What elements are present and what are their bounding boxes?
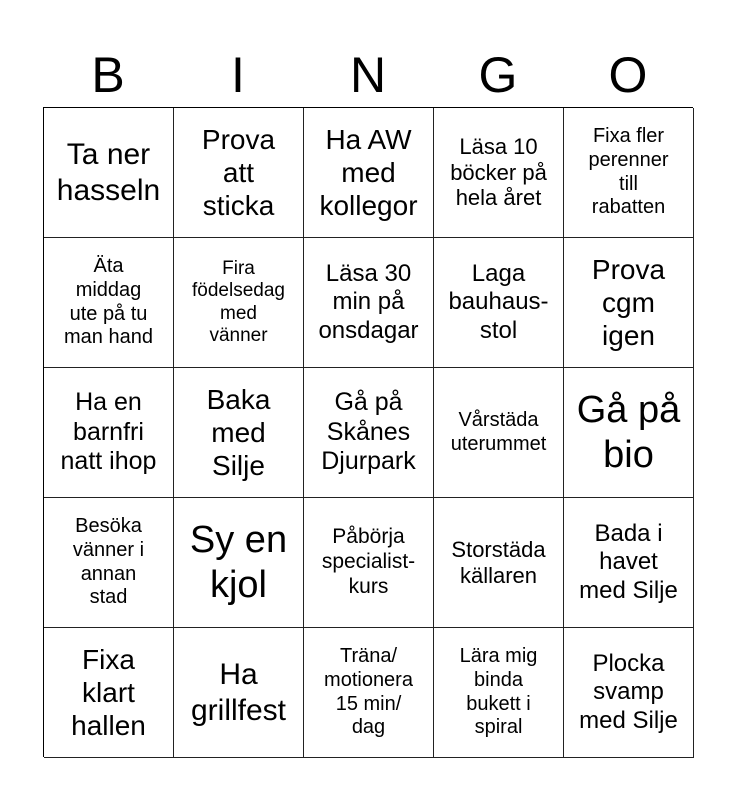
bingo-cell[interactable]: Besöka vänner i annan stad <box>44 498 174 628</box>
bingo-cell[interactable]: Bada i havet med Silje <box>564 498 694 628</box>
bingo-cell[interactable]: Storstäda källaren <box>434 498 564 628</box>
header-letter-n: N <box>349 47 387 103</box>
bingo-cell[interactable]: Ha grillfest <box>174 628 304 758</box>
bingo-cell[interactable]: Fira födelsedag med vänner <box>174 238 304 368</box>
bingo-header <box>43 42 693 108</box>
header-letter-i: I <box>231 47 245 103</box>
bingo-cell[interactable]: Läsa 10 böcker på hela året <box>434 108 564 238</box>
bingo-cell[interactable]: Baka med Silje <box>174 368 304 498</box>
bingo-cell[interactable]: Sy en kjol <box>174 498 304 628</box>
bingo-cell[interactable]: Ha AW med kollegor <box>304 108 434 238</box>
header-letter-o: O <box>608 47 648 103</box>
bingo-cell[interactable]: Laga bauhaus- stol <box>434 238 564 368</box>
bingo-cell[interactable]: Vårstäda uterummet <box>434 368 564 498</box>
bingo-cell[interactable]: Prova att sticka <box>174 108 304 238</box>
bingo-cell[interactable]: Lära mig binda bukett i spiral <box>434 628 564 758</box>
bingo-cell[interactable]: Ta ner hasseln <box>44 108 174 238</box>
bingo-cell[interactable]: Fixa klart hallen <box>44 628 174 758</box>
bingo-cell[interactable]: Läsa 30 min på onsdagar <box>304 238 434 368</box>
header-letter-b: B <box>91 47 125 103</box>
bingo-cell[interactable]: Äta middag ute på tu man hand <box>44 238 174 368</box>
bingo-cell[interactable]: Påbörja specialist- kurs <box>304 498 434 628</box>
bingo-cell[interactable]: Träna/ motionera 15 min/ dag <box>304 628 434 758</box>
bingo-cell[interactable]: Gå på bio <box>564 368 694 498</box>
bingo-cell[interactable]: Fixa fler perenner till rabatten <box>564 108 694 238</box>
bingo-cell[interactable]: Plocka svamp med Silje <box>564 628 694 758</box>
bingo-cell[interactable]: Prova cgm igen <box>564 238 694 368</box>
bingo-cell[interactable]: Gå på Skånes Djurpark <box>304 368 434 498</box>
header-letter-g: G <box>478 47 518 103</box>
bingo-grid <box>43 107 693 757</box>
bingo-cell[interactable]: Ha en barnfri natt ihop <box>44 368 174 498</box>
